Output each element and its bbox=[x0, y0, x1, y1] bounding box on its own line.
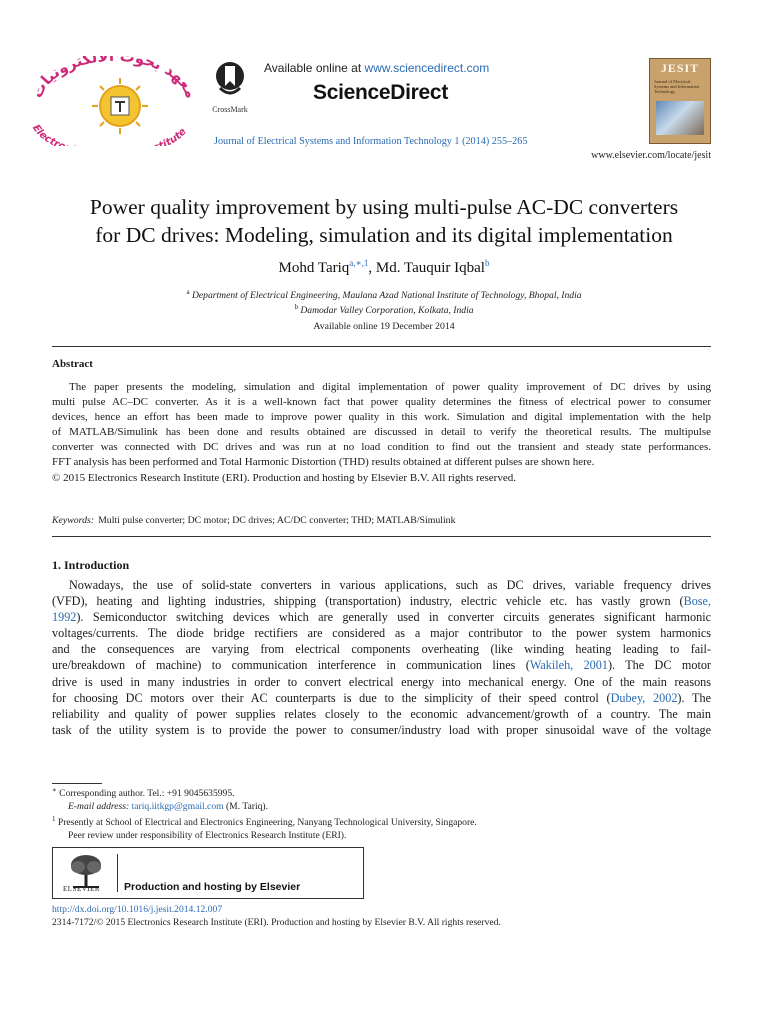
intro-text: for choosing DC motors over their AC counterparts is due to the simplicity of their speed control ( bbox=[52, 690, 611, 705]
affiliation-a-sup: a bbox=[186, 288, 190, 296]
footnote-corresponding bbox=[52, 786, 235, 799]
intro-line: drive is used in many industries in order to convert electrical energy into mechanical energy. One of the main reasons bbox=[52, 674, 711, 689]
author-1-sup[interactable]: a,∗,1 bbox=[349, 258, 369, 268]
footnote-corr-text: Corresponding author. Tel.: +91 9045635995. bbox=[56, 788, 235, 800]
ref-dubey-link[interactable]: Dubey, 2002 bbox=[610, 690, 678, 705]
elsevier-hosting-box bbox=[52, 847, 364, 899]
abstract-body bbox=[52, 380, 711, 470]
affiliation-a-text: Department of Electrical Engineering, Maulana Azad National Institute of Technology, Bhopal, India bbox=[191, 290, 582, 302]
svg-text:Electronics Research Institute bbox=[30, 123, 189, 146]
intro-text: ). The DC motor bbox=[607, 658, 711, 673]
available-date: Available online 19 December 2014 bbox=[313, 321, 455, 332]
doi-link[interactable]: http://dx.doi.org/10.1016/j.jesit.2014.12.007 bbox=[52, 904, 223, 915]
elsevier-hosting-text: Production and hosting by Elsevier bbox=[124, 881, 301, 893]
elsevier-box-divider bbox=[117, 854, 118, 892]
article-title bbox=[0, 193, 768, 249]
footnote-1-symbol: 1 bbox=[52, 815, 56, 823]
email-link[interactable]: tariq.iitkgp@gmail.com bbox=[131, 801, 224, 812]
ref-bose-link[interactable]: Bose, bbox=[683, 594, 711, 609]
crossmark-badge[interactable] bbox=[207, 60, 253, 112]
sciencedirect-wordmark: ScienceDirect bbox=[313, 81, 449, 104]
abstract-line: The paper presents the modeling, simulation and digital implementation of power quality improvement of DC drives by using bbox=[69, 381, 711, 393]
footnote-1-text: Presently at School of Electrical and Electronics Engineering, Nanyang Technological University, Singapore. bbox=[55, 817, 477, 829]
intro-text: (VFD), heating and lighting industries, shipping (transportation) industry, electric vehicle etc. has vastly grown ( bbox=[52, 594, 684, 609]
issn-copyright: 2314-7172/© 2015 Electronics Research Institute (ERI). Production and hosting by Elsevier B.V. All rights reserved. bbox=[52, 917, 501, 928]
intro-text: ). The bbox=[677, 690, 711, 705]
section-heading-introduction: 1. Introduction bbox=[52, 558, 130, 572]
author-1: Mohd Tariq bbox=[278, 260, 350, 276]
crossmark-label: CrossMark bbox=[212, 105, 248, 114]
intro-text: ). Semiconductor switching devices which are generally used in converter circuits generates significant harmonic bbox=[76, 610, 711, 625]
sciencedirect-link[interactable]: www.sciencedirect.com bbox=[364, 61, 490, 75]
divider-top bbox=[52, 346, 711, 347]
elsevier-tree-icon bbox=[67, 853, 105, 889]
journal-url[interactable]: www.elsevier.com/locate/jesit bbox=[591, 150, 711, 161]
author-2-sup[interactable]: b bbox=[484, 258, 490, 268]
footnote-peer-review: Peer review under responsibility of Electronics Research Institute (ERI). bbox=[68, 830, 347, 841]
journal-cover[interactable] bbox=[649, 58, 711, 144]
available-online-line bbox=[264, 61, 489, 75]
author-list bbox=[0, 258, 768, 277]
journal-citation[interactable]: Journal of Electrical Systems and Information Technology 1 (2014) 255–265 bbox=[214, 136, 528, 147]
abstract-line: multi pulse AC–DC converter. As it is a well-known fact that power quality determines the fitness of electrical power to consumer bbox=[52, 396, 711, 408]
footnote-email bbox=[68, 801, 268, 812]
intro-text: ure/breakdown of machine) to communication interference in communication lines ( bbox=[52, 658, 530, 673]
cover-title: JESIT bbox=[660, 61, 700, 75]
abstract-heading: Abstract bbox=[52, 358, 93, 370]
intro-line bbox=[52, 593, 711, 609]
cover-image bbox=[656, 101, 704, 135]
email-suffix: (M. Tariq). bbox=[223, 801, 269, 812]
crossmark-icon bbox=[214, 60, 246, 98]
title-line-2: for DC drives: Modeling, simulation and its digital implementation bbox=[95, 223, 673, 247]
intro-line: and the consequences are varying from electrical components overheating (like winding heating leading to fail- bbox=[52, 642, 711, 657]
title-line-1: Power quality improvement by using multi-pulse AC-DC converters bbox=[89, 195, 679, 219]
intro-line: task of the utility system is to provide the power to consumer/industry load with proper sinusoidal wave of the voltage bbox=[52, 722, 711, 737]
intro-line: Nowadays, the use of solid-state converters in various applications, such as DC drives, variable frequency drives bbox=[69, 578, 711, 592]
ref-wakileh-link[interactable]: Wakileh, 2001 bbox=[529, 658, 608, 673]
affiliation-b bbox=[0, 303, 768, 316]
ref-bose-year-link[interactable]: 1992 bbox=[52, 610, 77, 625]
keywords-label: Keywords: bbox=[52, 515, 95, 526]
eri-emblem-icon bbox=[22, 56, 200, 146]
cover-subtitle: Journal of Electrical Systems and Information Technology bbox=[654, 79, 700, 94]
footnote-divider bbox=[52, 783, 102, 784]
logo-arabic-text: معهد بحوث لالكترونيات bbox=[27, 56, 200, 101]
intro-line bbox=[52, 609, 711, 625]
keywords-text: Multi pulse converter; DC motor; DC drives; AC/DC converter; THD; MATLAB/Simulink bbox=[98, 515, 456, 526]
abstract-line: devices, hence an effort has been made to improve power quality in this work. Simulation and digital implementation with the help bbox=[52, 411, 711, 423]
intro-line: voltages/currents. The diode bridge rectifiers are considered as a major contributor to the power system harmonics bbox=[52, 626, 711, 641]
abstract-line: converter was connected with DC drives and was run at no load condition to find out the transient and steady state performances. bbox=[52, 441, 711, 453]
intro-line bbox=[52, 690, 711, 706]
footnote-corr-symbol: ∗ bbox=[52, 786, 57, 794]
footnote-1 bbox=[52, 815, 477, 828]
logo-name-text: Electr titute bbox=[30, 122, 189, 146]
available-online-prefix: Available online at bbox=[264, 61, 365, 75]
divider-bottom bbox=[52, 536, 711, 537]
abstract-copyright: © 2015 Electronics Research Institute (ERI). Production and hosting by Elsevier B.V. All rights reserved. bbox=[52, 472, 516, 484]
author-2: Md. Tauquir Iqbal bbox=[375, 260, 485, 276]
affiliation-b-sup: b bbox=[294, 303, 298, 311]
abstract-line: FFT analysis has been performed and Total Harmonic Distortion (THD) results obtained at different pulses are shown here. bbox=[52, 456, 595, 468]
keywords bbox=[52, 515, 455, 526]
intro-line bbox=[52, 657, 711, 673]
intro-line: reliability and quality of power supplies relates closely to the economic advancement/growth of a country. The main bbox=[52, 706, 711, 721]
introduction-body bbox=[52, 577, 711, 738]
elsevier-wordmark: ELSEVIER bbox=[63, 885, 101, 893]
author-separator: , bbox=[368, 260, 376, 276]
affiliation-b-text: Damodar Valley Corporation, Kolkata, India bbox=[300, 305, 474, 317]
affiliation-a bbox=[0, 288, 768, 301]
abstract-line: of MATLAB/Simulink has been done and results obtained are discussed in detail to verify the theoretical results. The multipulse bbox=[52, 426, 711, 438]
eri-logo bbox=[22, 56, 200, 146]
email-label: E-mail address: bbox=[68, 801, 130, 812]
